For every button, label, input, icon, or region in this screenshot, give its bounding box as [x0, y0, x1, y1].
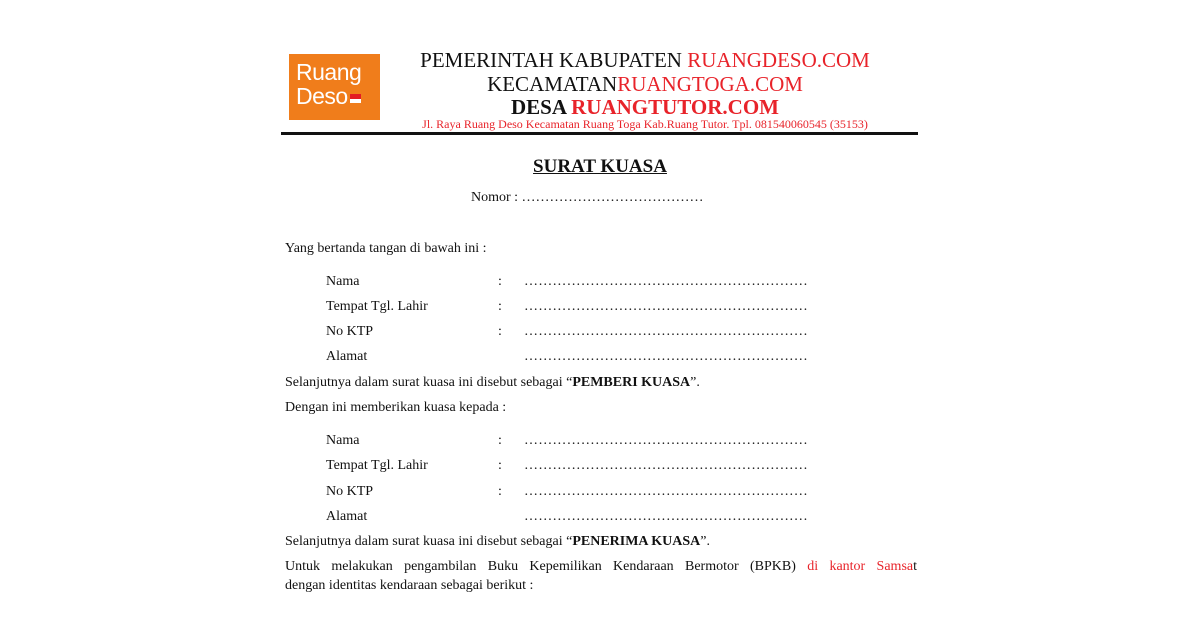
header-divider	[281, 132, 918, 135]
header-line-1: PEMERINTAH KABUPATEN RUANGDESO.COM	[420, 48, 870, 72]
logo-text-line1: Ruang	[296, 59, 362, 85]
penerima-nama-label: Nama	[326, 433, 360, 448]
pemberi-ttl-field: ……………………………………………………	[524, 299, 808, 314]
penerima-ttl-colon: :	[498, 458, 502, 473]
document-number: Nomor : …………………………………	[471, 190, 704, 205]
flag-icon	[350, 94, 361, 103]
document-title: SURAT KUASA	[533, 156, 667, 177]
pemberi-nama-field: ……………………………………………………	[524, 274, 808, 289]
pemberi-ktp-field: ……………………………………………………	[524, 324, 808, 339]
pemberi-nama-colon: :	[498, 274, 502, 289]
header-address: Jl. Raya Ruang Deso Kecamatan Ruang Toga Kab.Ruang Tutor. Tpl. 081540060545 (35153)	[422, 117, 868, 131]
penerima-alamat-field: ……………………………………………………	[524, 509, 808, 524]
penerima-ktp-field: ……………………………………………………	[524, 484, 808, 499]
pemberi-note: Selanjutnya dalam surat kuasa ini disebut sebagai “PEMBERI KUASA”.	[285, 375, 700, 390]
penerima-alamat-label: Alamat	[326, 509, 368, 524]
kepada-text: Dengan ini memberikan kuasa kepada :	[285, 400, 507, 415]
ruangdeso-logo	[289, 54, 380, 120]
penerima-ktp-label: No KTP	[326, 484, 374, 499]
penerima-ktp-colon: :	[498, 484, 502, 499]
penerima-note: Selanjutnya dalam surat kuasa ini disebut sebagai “PENERIMA KUASA”.	[285, 534, 710, 549]
purpose-text-line2: dengan identitas kendaraan sebagai berikut :	[285, 578, 534, 593]
pemberi-alamat-label: Alamat	[326, 349, 368, 364]
purpose-text: Untuk melakukan pengambilan Buku Kepemilikan Kendaraan Bermotor (BPKB) di kantor Samsat	[285, 559, 917, 574]
intro-text: Yang bertanda tangan di bawah ini :	[285, 241, 487, 256]
penerima-ttl-field: ……………………………………………………	[524, 458, 808, 473]
pemberi-nama-label: Nama	[326, 274, 360, 289]
pemberi-alamat-field: ……………………………………………………	[524, 349, 808, 364]
header-line-2: KECAMATANRUANGTOGA.COM	[487, 72, 803, 96]
pemberi-ttl-colon: :	[498, 299, 502, 314]
penerima-nama-field: ……………………………………………………	[524, 433, 808, 448]
pemberi-ktp-colon: :	[498, 324, 502, 339]
pemberi-ktp-label: No KTP	[326, 324, 374, 339]
logo-text-line2: Deso	[296, 83, 348, 109]
pemberi-ttl-label: Tempat Tgl. Lahir	[326, 299, 428, 314]
header-line-3: DESA RUANGTUTOR.COM	[511, 95, 779, 119]
penerima-nama-colon: :	[498, 433, 502, 448]
penerima-ttl-label: Tempat Tgl. Lahir	[326, 458, 428, 473]
